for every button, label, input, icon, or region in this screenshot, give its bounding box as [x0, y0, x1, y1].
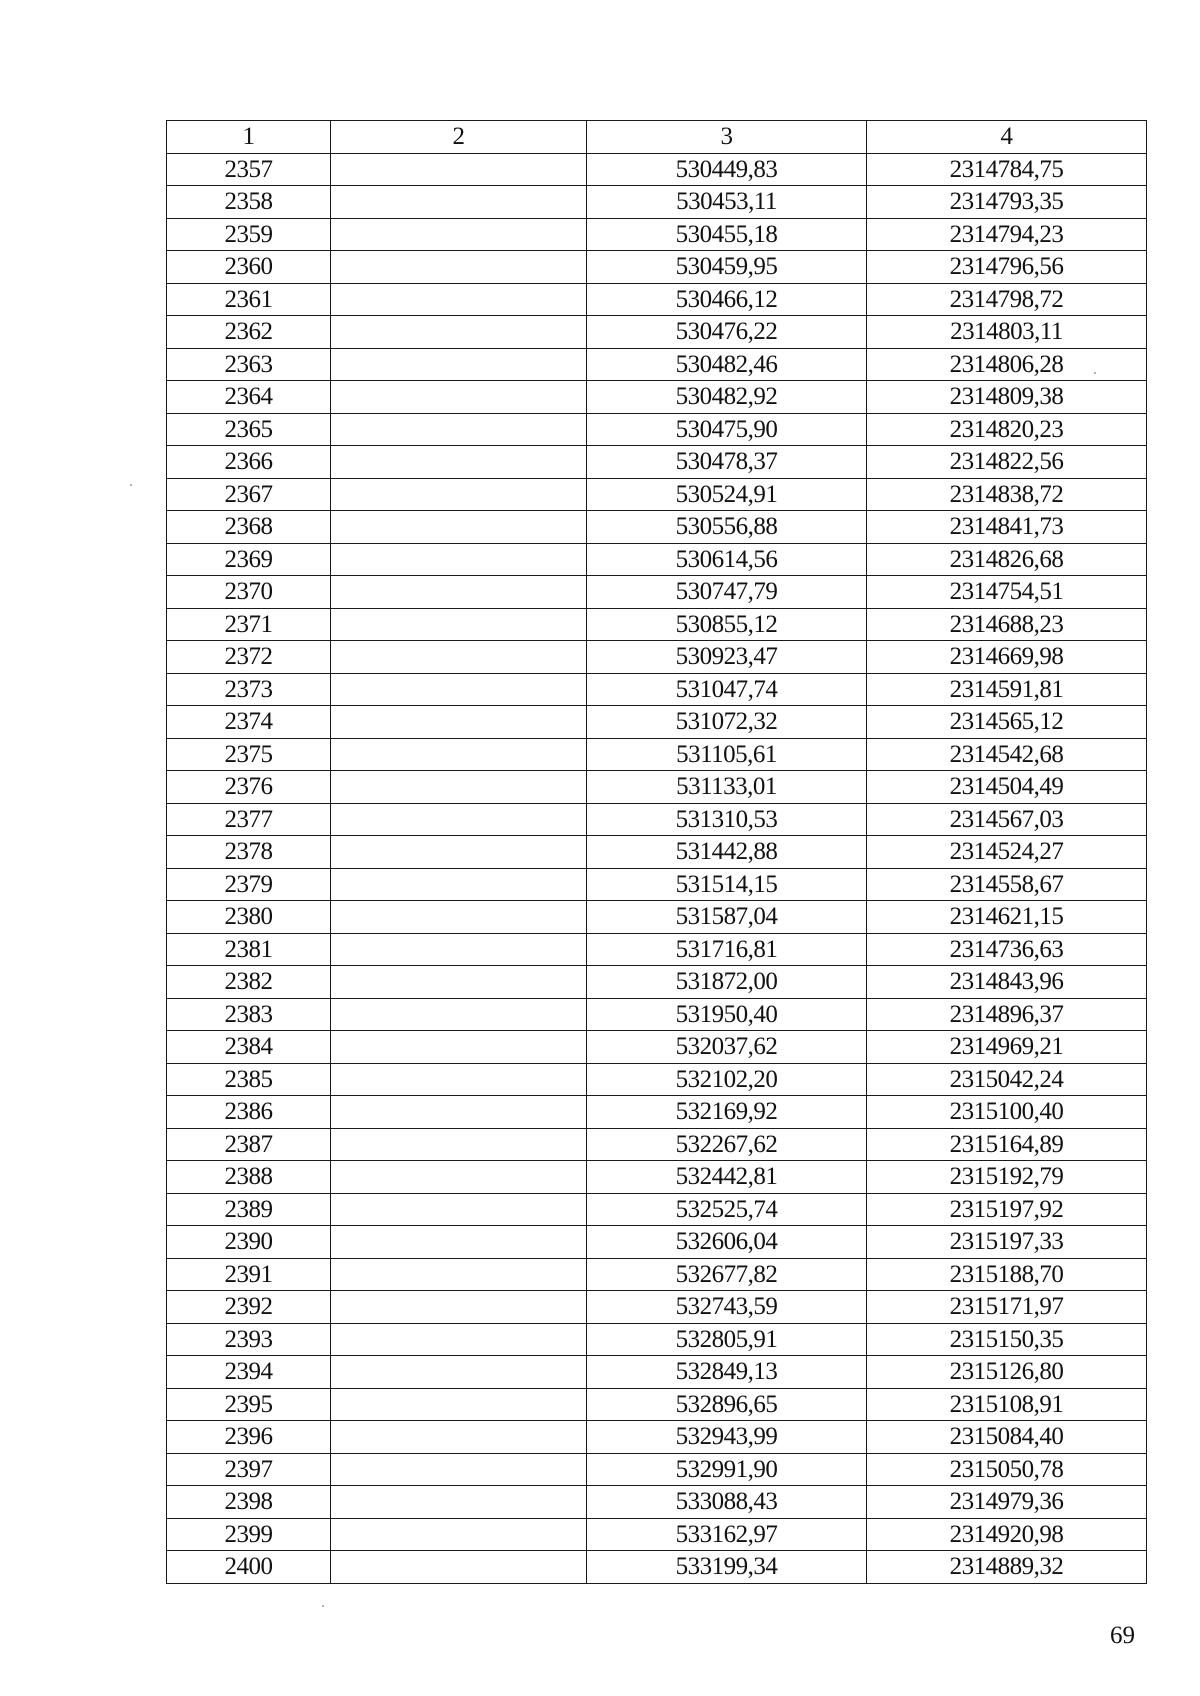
y-coordinate-cell: 2314889,32	[867, 1551, 1147, 1584]
description-cell	[331, 1551, 587, 1584]
x-coordinate-cell: 531310,53	[587, 803, 867, 836]
description-cell	[331, 966, 587, 999]
y-coordinate-cell: 2314843,96	[867, 966, 1147, 999]
x-coordinate-cell: 531105,61	[587, 738, 867, 771]
description-cell	[331, 1128, 587, 1161]
point-number-cell: 2390	[167, 1226, 331, 1259]
table-row	[167, 1388, 1147, 1421]
y-coordinate-cell: 2314803,11	[867, 316, 1147, 349]
table-row	[167, 186, 1147, 219]
y-coordinate-cell: 2315150,35	[867, 1323, 1147, 1356]
y-coordinate-cell: 2315126,80	[867, 1356, 1147, 1389]
point-number-cell: 2400	[167, 1551, 331, 1584]
table-row	[167, 1226, 1147, 1259]
y-coordinate-cell: 2314809,38	[867, 381, 1147, 414]
point-number-cell: 2377	[167, 803, 331, 836]
point-number-cell: 2391	[167, 1258, 331, 1291]
description-cell	[331, 1291, 587, 1324]
table-row	[167, 836, 1147, 869]
y-coordinate-cell: 2315197,92	[867, 1193, 1147, 1226]
column-header-3: 3	[587, 121, 867, 154]
description-cell	[331, 1518, 587, 1551]
table-header-row	[167, 121, 1147, 154]
x-coordinate-cell: 530482,46	[587, 348, 867, 381]
x-coordinate-cell: 532991,90	[587, 1453, 867, 1486]
y-coordinate-cell: 2314542,68	[867, 738, 1147, 771]
x-coordinate-cell: 530556,88	[587, 511, 867, 544]
description-cell	[331, 1323, 587, 1356]
y-coordinate-cell: 2315050,78	[867, 1453, 1147, 1486]
y-coordinate-cell: 2315100,40	[867, 1096, 1147, 1129]
table-row	[167, 1031, 1147, 1064]
table-row	[167, 706, 1147, 739]
point-number-cell: 2362	[167, 316, 331, 349]
description-cell	[331, 251, 587, 284]
description-cell	[331, 1486, 587, 1519]
point-number-cell: 2392	[167, 1291, 331, 1324]
x-coordinate-cell: 532896,65	[587, 1388, 867, 1421]
description-cell	[331, 836, 587, 869]
description-cell	[331, 576, 587, 609]
table-row	[167, 1421, 1147, 1454]
point-number-cell: 2373	[167, 673, 331, 706]
table-row	[167, 1096, 1147, 1129]
y-coordinate-cell: 2314736,63	[867, 933, 1147, 966]
description-cell	[331, 673, 587, 706]
y-coordinate-cell: 2314794,23	[867, 218, 1147, 251]
point-number-cell: 2369	[167, 543, 331, 576]
point-number-cell: 2399	[167, 1518, 331, 1551]
table-row	[167, 1258, 1147, 1291]
y-coordinate-cell: 2314920,98	[867, 1518, 1147, 1551]
table-row	[167, 608, 1147, 641]
description-cell	[331, 868, 587, 901]
point-number-cell: 2396	[167, 1421, 331, 1454]
y-coordinate-cell: 2315164,89	[867, 1128, 1147, 1161]
x-coordinate-cell: 532102,20	[587, 1063, 867, 1096]
table-row	[167, 543, 1147, 576]
point-number-cell: 2365	[167, 413, 331, 446]
point-number-cell: 2361	[167, 283, 331, 316]
y-coordinate-cell: 2314793,35	[867, 186, 1147, 219]
point-number-cell: 2370	[167, 576, 331, 609]
x-coordinate-cell: 530459,95	[587, 251, 867, 284]
x-coordinate-cell: 532525,74	[587, 1193, 867, 1226]
table-row	[167, 1453, 1147, 1486]
table-row	[167, 511, 1147, 544]
point-number-cell: 2357	[167, 153, 331, 186]
column-header-2: 2	[331, 121, 587, 154]
point-number-cell: 2371	[167, 608, 331, 641]
y-coordinate-cell: 2314820,23	[867, 413, 1147, 446]
description-cell	[331, 1421, 587, 1454]
x-coordinate-cell: 532169,92	[587, 1096, 867, 1129]
x-coordinate-cell: 530482,92	[587, 381, 867, 414]
description-cell	[331, 413, 587, 446]
point-number-cell: 2383	[167, 998, 331, 1031]
table-row	[167, 673, 1147, 706]
description-cell	[331, 1193, 587, 1226]
x-coordinate-cell: 530449,83	[587, 153, 867, 186]
table-row	[167, 1486, 1147, 1519]
scan-speck	[130, 484, 132, 486]
x-coordinate-cell: 531072,32	[587, 706, 867, 739]
table-row	[167, 218, 1147, 251]
x-coordinate-cell: 531514,15	[587, 868, 867, 901]
description-cell	[331, 1356, 587, 1389]
point-number-cell: 2397	[167, 1453, 331, 1486]
table-row	[167, 316, 1147, 349]
description-cell	[331, 771, 587, 804]
x-coordinate-cell: 532677,82	[587, 1258, 867, 1291]
y-coordinate-cell: 2314591,81	[867, 673, 1147, 706]
table-row	[167, 348, 1147, 381]
description-cell	[331, 283, 587, 316]
y-coordinate-cell: 2314669,98	[867, 641, 1147, 674]
x-coordinate-cell: 530923,47	[587, 641, 867, 674]
scan-speck	[1094, 372, 1096, 374]
description-cell	[331, 446, 587, 479]
point-number-cell: 2359	[167, 218, 331, 251]
description-cell	[331, 641, 587, 674]
description-cell	[331, 608, 587, 641]
y-coordinate-cell: 2314558,67	[867, 868, 1147, 901]
point-number-cell: 2367	[167, 478, 331, 511]
table-row	[167, 868, 1147, 901]
y-coordinate-cell: 2315188,70	[867, 1258, 1147, 1291]
table-row	[167, 998, 1147, 1031]
table-row	[167, 771, 1147, 804]
table-row	[167, 1128, 1147, 1161]
point-number-cell: 2378	[167, 836, 331, 869]
coordinates-table	[166, 120, 1147, 1584]
description-cell	[331, 1161, 587, 1194]
point-number-cell: 2376	[167, 771, 331, 804]
x-coordinate-cell: 530455,18	[587, 218, 867, 251]
description-cell	[331, 738, 587, 771]
y-coordinate-cell: 2314504,49	[867, 771, 1147, 804]
description-cell	[331, 998, 587, 1031]
page-number: 69	[1110, 1622, 1135, 1649]
point-number-cell: 2372	[167, 641, 331, 674]
x-coordinate-cell: 531047,74	[587, 673, 867, 706]
description-cell	[331, 511, 587, 544]
x-coordinate-cell: 533199,34	[587, 1551, 867, 1584]
point-number-cell: 2387	[167, 1128, 331, 1161]
table-row	[167, 933, 1147, 966]
y-coordinate-cell: 2314784,75	[867, 153, 1147, 186]
table-row	[167, 153, 1147, 186]
point-number-cell: 2381	[167, 933, 331, 966]
table-row	[167, 1518, 1147, 1551]
table-row	[167, 1356, 1147, 1389]
table-row	[167, 251, 1147, 284]
point-number-cell: 2363	[167, 348, 331, 381]
description-cell	[331, 153, 587, 186]
point-number-cell: 2394	[167, 1356, 331, 1389]
y-coordinate-cell: 2314798,72	[867, 283, 1147, 316]
description-cell	[331, 1063, 587, 1096]
table-row	[167, 1551, 1147, 1584]
table-row	[167, 1193, 1147, 1226]
table-row	[167, 803, 1147, 836]
x-coordinate-cell: 530453,11	[587, 186, 867, 219]
table-row	[167, 1161, 1147, 1194]
point-number-cell: 2393	[167, 1323, 331, 1356]
y-coordinate-cell: 2315192,79	[867, 1161, 1147, 1194]
description-cell	[331, 1453, 587, 1486]
description-cell	[331, 1031, 587, 1064]
y-coordinate-cell: 2314796,56	[867, 251, 1147, 284]
table-row	[167, 413, 1147, 446]
point-number-cell: 2364	[167, 381, 331, 414]
y-coordinate-cell: 2314688,23	[867, 608, 1147, 641]
y-coordinate-cell: 2314754,51	[867, 576, 1147, 609]
description-cell	[331, 218, 587, 251]
point-number-cell: 2398	[167, 1486, 331, 1519]
point-number-cell: 2379	[167, 868, 331, 901]
point-number-cell: 2384	[167, 1031, 331, 1064]
x-coordinate-cell: 531950,40	[587, 998, 867, 1031]
point-number-cell: 2374	[167, 706, 331, 739]
x-coordinate-cell: 530747,79	[587, 576, 867, 609]
point-number-cell: 2380	[167, 901, 331, 934]
table-row	[167, 641, 1147, 674]
point-number-cell: 2368	[167, 511, 331, 544]
table-row	[167, 966, 1147, 999]
x-coordinate-cell: 533162,97	[587, 1518, 867, 1551]
x-coordinate-cell: 532805,91	[587, 1323, 867, 1356]
table-body	[167, 153, 1147, 1583]
table-row	[167, 283, 1147, 316]
description-cell	[331, 186, 587, 219]
description-cell	[331, 1258, 587, 1291]
point-number-cell: 2375	[167, 738, 331, 771]
description-cell	[331, 803, 587, 836]
x-coordinate-cell: 531587,04	[587, 901, 867, 934]
x-coordinate-cell: 530478,37	[587, 446, 867, 479]
table-row	[167, 1323, 1147, 1356]
table-row	[167, 1291, 1147, 1324]
description-cell	[331, 901, 587, 934]
table-row	[167, 381, 1147, 414]
description-cell	[331, 348, 587, 381]
description-cell	[331, 543, 587, 576]
y-coordinate-cell: 2315197,33	[867, 1226, 1147, 1259]
table-row	[167, 1063, 1147, 1096]
x-coordinate-cell: 532037,62	[587, 1031, 867, 1064]
y-coordinate-cell: 2315084,40	[867, 1421, 1147, 1454]
x-coordinate-cell: 531716,81	[587, 933, 867, 966]
x-coordinate-cell: 532442,81	[587, 1161, 867, 1194]
point-number-cell: 2385	[167, 1063, 331, 1096]
y-coordinate-cell: 2314969,21	[867, 1031, 1147, 1064]
point-number-cell: 2386	[167, 1096, 331, 1129]
description-cell	[331, 478, 587, 511]
y-coordinate-cell: 2315171,97	[867, 1291, 1147, 1324]
description-cell	[331, 316, 587, 349]
point-number-cell: 2395	[167, 1388, 331, 1421]
x-coordinate-cell: 532849,13	[587, 1356, 867, 1389]
y-coordinate-cell: 2314806,28	[867, 348, 1147, 381]
x-coordinate-cell: 531872,00	[587, 966, 867, 999]
y-coordinate-cell: 2314979,36	[867, 1486, 1147, 1519]
x-coordinate-cell: 530524,91	[587, 478, 867, 511]
description-cell	[331, 1096, 587, 1129]
y-coordinate-cell: 2314565,12	[867, 706, 1147, 739]
description-cell	[331, 1388, 587, 1421]
y-coordinate-cell: 2314567,03	[867, 803, 1147, 836]
column-header-1: 1	[167, 121, 331, 154]
x-coordinate-cell: 533088,43	[587, 1486, 867, 1519]
description-cell	[331, 381, 587, 414]
x-coordinate-cell: 530614,56	[587, 543, 867, 576]
y-coordinate-cell: 2314524,27	[867, 836, 1147, 869]
x-coordinate-cell: 531442,88	[587, 836, 867, 869]
y-coordinate-cell: 2315108,91	[867, 1388, 1147, 1421]
table-row	[167, 446, 1147, 479]
x-coordinate-cell: 532743,59	[587, 1291, 867, 1324]
y-coordinate-cell: 2314621,15	[867, 901, 1147, 934]
x-coordinate-cell: 530466,12	[587, 283, 867, 316]
x-coordinate-cell: 532267,62	[587, 1128, 867, 1161]
point-number-cell: 2382	[167, 966, 331, 999]
y-coordinate-cell: 2314841,73	[867, 511, 1147, 544]
y-coordinate-cell: 2315042,24	[867, 1063, 1147, 1096]
y-coordinate-cell: 2314838,72	[867, 478, 1147, 511]
x-coordinate-cell: 530855,12	[587, 608, 867, 641]
description-cell	[331, 1226, 587, 1259]
y-coordinate-cell: 2314822,56	[867, 446, 1147, 479]
point-number-cell: 2360	[167, 251, 331, 284]
scan-speck	[322, 1605, 324, 1607]
x-coordinate-cell: 531133,01	[587, 771, 867, 804]
point-number-cell: 2388	[167, 1161, 331, 1194]
point-number-cell: 2358	[167, 186, 331, 219]
point-number-cell: 2389	[167, 1193, 331, 1226]
column-header-4: 4	[867, 121, 1147, 154]
x-coordinate-cell: 532606,04	[587, 1226, 867, 1259]
description-cell	[331, 933, 587, 966]
x-coordinate-cell: 532943,99	[587, 1421, 867, 1454]
y-coordinate-cell: 2314826,68	[867, 543, 1147, 576]
table-row	[167, 901, 1147, 934]
x-coordinate-cell: 530476,22	[587, 316, 867, 349]
table-row	[167, 478, 1147, 511]
table-row	[167, 576, 1147, 609]
x-coordinate-cell: 530475,90	[587, 413, 867, 446]
y-coordinate-cell: 2314896,37	[867, 998, 1147, 1031]
point-number-cell: 2366	[167, 446, 331, 479]
table-row	[167, 738, 1147, 771]
description-cell	[331, 706, 587, 739]
